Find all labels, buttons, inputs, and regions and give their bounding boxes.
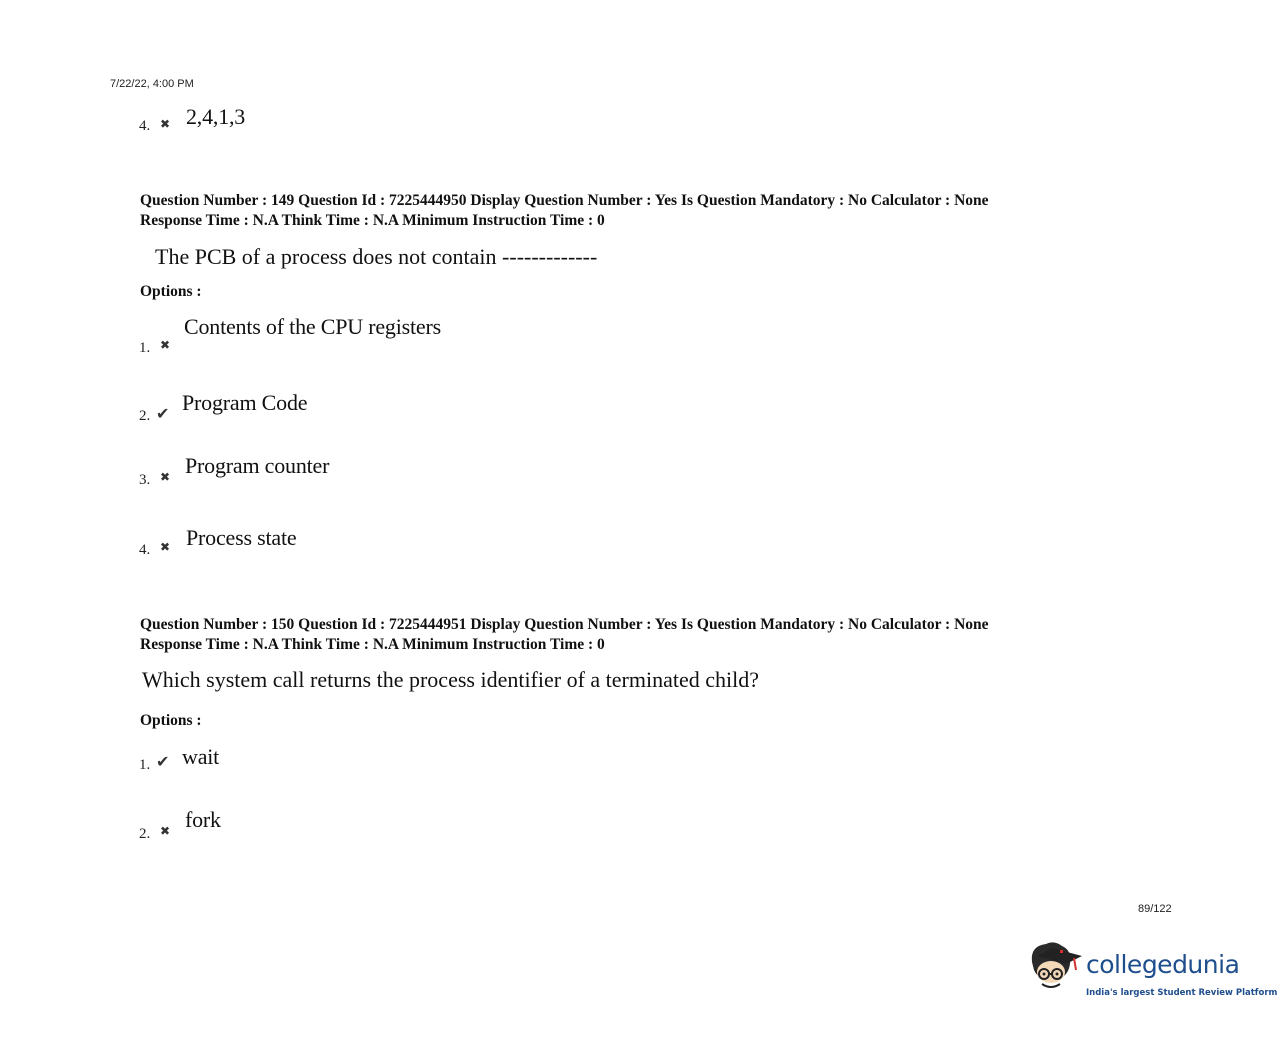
option-number: 1.	[139, 757, 151, 773]
option-number: 2.	[139, 408, 151, 424]
question-meta-line2: Response Time : N.A Think Time : N.A Minimum Instruction Time : 0	[140, 636, 605, 653]
logo-tagline: India's largest Student Review Platform	[1086, 988, 1278, 998]
option-number: 4.	[139, 542, 151, 558]
cross-icon: ✖	[160, 824, 171, 838]
option-text: Program counter	[185, 453, 330, 478]
cross-icon: ✖	[160, 338, 171, 352]
question-text: The PCB of a process does not contain -------------	[155, 244, 598, 269]
option-text: Program Code	[182, 390, 308, 415]
option-number: 3.	[139, 472, 151, 488]
option-text: Process state	[186, 525, 297, 550]
option-text: wait	[182, 744, 220, 769]
option-text: fork	[185, 807, 221, 832]
mascot-icon	[1024, 938, 1086, 1008]
question-text: Which system call returns the process identifier of a terminated child?	[142, 667, 759, 692]
page-number: 89/122	[1138, 903, 1172, 915]
option-number: 1.	[139, 340, 151, 356]
collegedunia-logo	[1024, 938, 1278, 1008]
logo-brand: collegedunia	[1086, 950, 1240, 979]
print-timestamp: 7/22/22, 4:00 PM	[110, 78, 194, 90]
cross-icon: ✖	[160, 540, 171, 554]
check-icon: ✔	[156, 404, 170, 423]
cross-icon: ✖	[160, 470, 171, 484]
options-label: Options :	[140, 283, 202, 300]
option-number: 2.	[139, 826, 151, 842]
option-text: 2,4,1,3	[186, 104, 246, 129]
cross-icon: ✖	[160, 117, 171, 131]
question-meta-line1: Question Number : 150 Question Id : 7225444951 Display Question Number : Yes Is Question Mandatory : No Calculator : None	[140, 616, 989, 633]
question-meta-line1: Question Number : 149 Question Id : 7225444950 Display Question Number : Yes Is Question Mandatory : No Calculator : None	[140, 192, 989, 209]
option-text: Contents of the CPU registers	[184, 314, 441, 339]
question-meta-line2: Response Time : N.A Think Time : N.A Minimum Instruction Time : 0	[140, 212, 605, 229]
check-icon: ✔	[156, 752, 170, 771]
option-number: 4.	[139, 118, 151, 134]
options-label: Options :	[140, 712, 202, 729]
